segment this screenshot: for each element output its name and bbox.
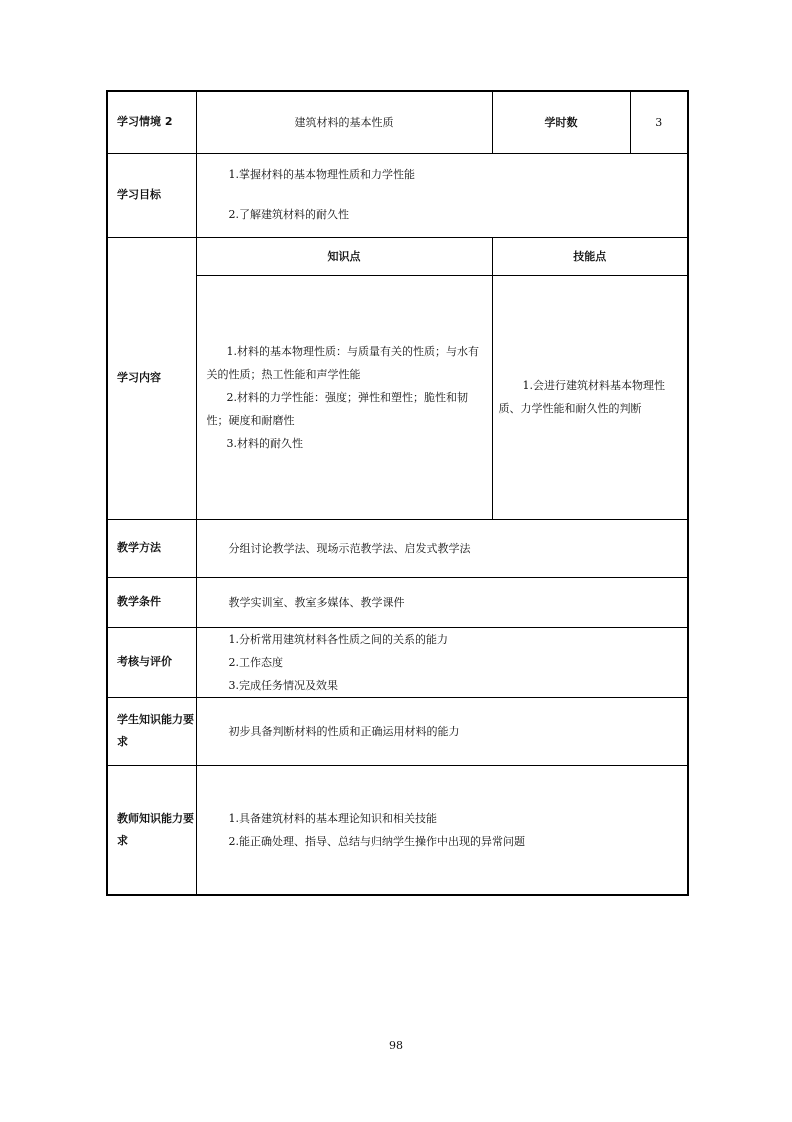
knowledge-item: 3.材料的耐久性 [226, 436, 303, 450]
teaching-plan-table [106, 90, 689, 896]
assessment-item: 2.工作态度 [228, 655, 283, 669]
knowledge-item: 2.材料的力学性能：强度；弹性和塑性；脆性和韧性；硬度和耐磨性 [206, 390, 468, 427]
content-header-row [107, 237, 688, 275]
hours-label: 学时数 [492, 91, 630, 153]
teacher-req-label: 教师知识能力要求 [107, 765, 196, 895]
student-req-label: 学生知识能力要求 [107, 697, 196, 765]
hours-value: 3 [630, 91, 688, 153]
methods-row [107, 519, 688, 577]
assessment-item: 1.分析常用建筑材料各性质之间的关系的能力 [228, 632, 448, 646]
conditions-text: 教学实训室、教室多媒体、教学课件 [196, 577, 688, 627]
objective-item: 2.了解建筑材料的耐久性 [228, 208, 349, 221]
knowledge-points [196, 275, 492, 519]
student-req-text: 初步具备判断材料的性质和正确运用材料的能力 [196, 697, 688, 765]
situation-row [107, 91, 688, 153]
skill-item: 1.会进行建筑材料基本物理性质、力学性能和耐久性的判断 [498, 379, 665, 415]
content-label: 学习内容 [107, 237, 196, 519]
conditions-label: 教学条件 [107, 577, 196, 627]
page-number: 98 [389, 1039, 403, 1052]
objectives-content [196, 153, 688, 237]
assessment-row [107, 627, 688, 697]
assessment-content [196, 627, 688, 697]
situation-label: 学习情境 2 [107, 91, 196, 153]
teacher-req-item: 2.能正确处理、指导、总结与归纳学生操作中出现的异常问题 [228, 834, 525, 848]
teacher-req-content [196, 765, 688, 895]
assessment-item: 3.完成任务情况及效果 [228, 678, 338, 692]
teacher-req-row [107, 765, 688, 895]
conditions-row [107, 577, 688, 627]
objectives-label: 学习目标 [107, 153, 196, 237]
skill-points [492, 275, 688, 519]
student-req-row [107, 697, 688, 765]
situation-title: 建筑材料的基本性质 [196, 91, 492, 153]
objectives-row [107, 153, 688, 237]
methods-text: 分组讨论教学法、现场示范教学法、启发式教学法 [196, 519, 688, 577]
knowledge-item: 1.材料的基本物理性质：与质量有关的性质；与水有关的性质；热工性能和声学性能 [206, 344, 479, 381]
teacher-req-item: 1.具备建筑材料的基本理论知识和相关技能 [228, 811, 437, 825]
skill-header: 技能点 [492, 237, 688, 275]
knowledge-header: 知识点 [196, 237, 492, 275]
methods-label: 教学方法 [107, 519, 196, 577]
objective-item: 1.掌握材料的基本物理性质和力学性能 [228, 168, 415, 181]
assessment-label: 考核与评价 [107, 627, 196, 697]
